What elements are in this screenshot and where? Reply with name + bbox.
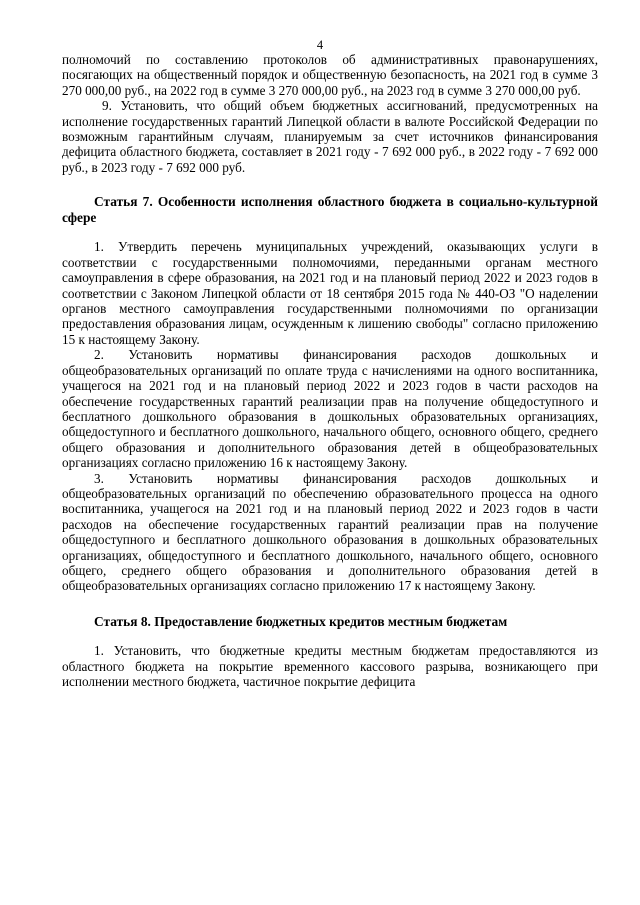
article-7-item-1: 1. Утвердить перечень муниципальных учреждений, оказывающих услуги в соответствии с государственными полномочиями, переданными органам местного самоуправления в сфере образования, на 2021 год и на плановый период 2022 и 2023 годов в соответствии с Законом Липецкой области от 18 сентября 2015 года № 440-ОЗ "О наделении органов местного самоуправления государственными полномочиями по организации предоставления образования лицам, осужденным к лишению свободы" согласно приложению 15 к настоящему Закону.: [62, 239, 598, 347]
article-7-item-2: 2. Установить нормативы финансирования расходов дошкольных и общеобразовательных организаций по оплате труда с начислениями на одного воспитанника, учащегося на 2021 год и на плановый период 2022 и 2023 годов в части расходов на обеспечение государственных гарантий реализации прав на получение общедоступного и бесплатного дошкольного образования в дошкольных образовательных организациях, общедоступного и бесплатного дошкольного, начального общего, основного общего, среднего общего образования и дополнительного образования детей в общеобразовательных организациях согласно приложению 16 к настоящему Закону.: [62, 347, 598, 471]
article-7-heading: Статья 7. Особенности исполнения областного бюджета в социально-культурной сфере: [62, 194, 598, 225]
spacer: [62, 629, 598, 643]
article-8-item-1: 1. Установить, что бюджетные кредиты местным бюджетам предоставляются из областного бюджета на покрытие временного кассового разрыва, возникающего при исполнении местного бюджета, частичное покрытие дефицита: [62, 643, 598, 690]
page-number: 4: [316, 38, 324, 52]
paragraph-item-9: 9. Установить, что общий объем бюджетных ассигнований, предусмотренных на исполнение государственных гарантий Липецкой области в валюте Российской Федерации по возможным гарантийным случаям, планируемым за счет источников финансирования дефицита областного бюджета, составляет в 2021 году - 7 692 000 руб., в 2022 году - 7 692 000 руб., в 2023 году - 7 692 000 руб.: [62, 98, 598, 175]
article-7-item-3: 3. Установить нормативы финансирования расходов дошкольных и общеобразовательных организаций по обеспечению образовательного процесса на одного воспитанника, учащегося на 2021 год и на плановый период 2022 и 2023 годов в части расходов на обеспечение государственных гарантий реализации прав на получение общедоступного и бесплатного дошкольного образования в дошкольных образовательных организациях, общедоступного и бесплатного дошкольного, начального общего, основного общего, среднего общего образования и дополнительного образования детей в общеобразовательных организациях согласно приложению 17 к настоящему Закону.: [62, 470, 598, 594]
spacer: [62, 225, 598, 239]
article-8-heading: Статья 8. Предоставление бюджетных кредитов местным бюджетам: [94, 613, 508, 629]
spacer: [62, 594, 598, 614]
document-body: [62, 52, 598, 690]
paragraph-continuation: полномочий по составлению протоколов об административных правонарушениях, посягающих на общественный порядок и общественную безопасность, на 2021 год в сумме 3 270 000,00 руб., на 2022 год в сумме 3 270 000,00 руб., на 2023 год в сумме 3 270 000,00 руб.: [62, 52, 598, 98]
spacer: [62, 175, 598, 194]
